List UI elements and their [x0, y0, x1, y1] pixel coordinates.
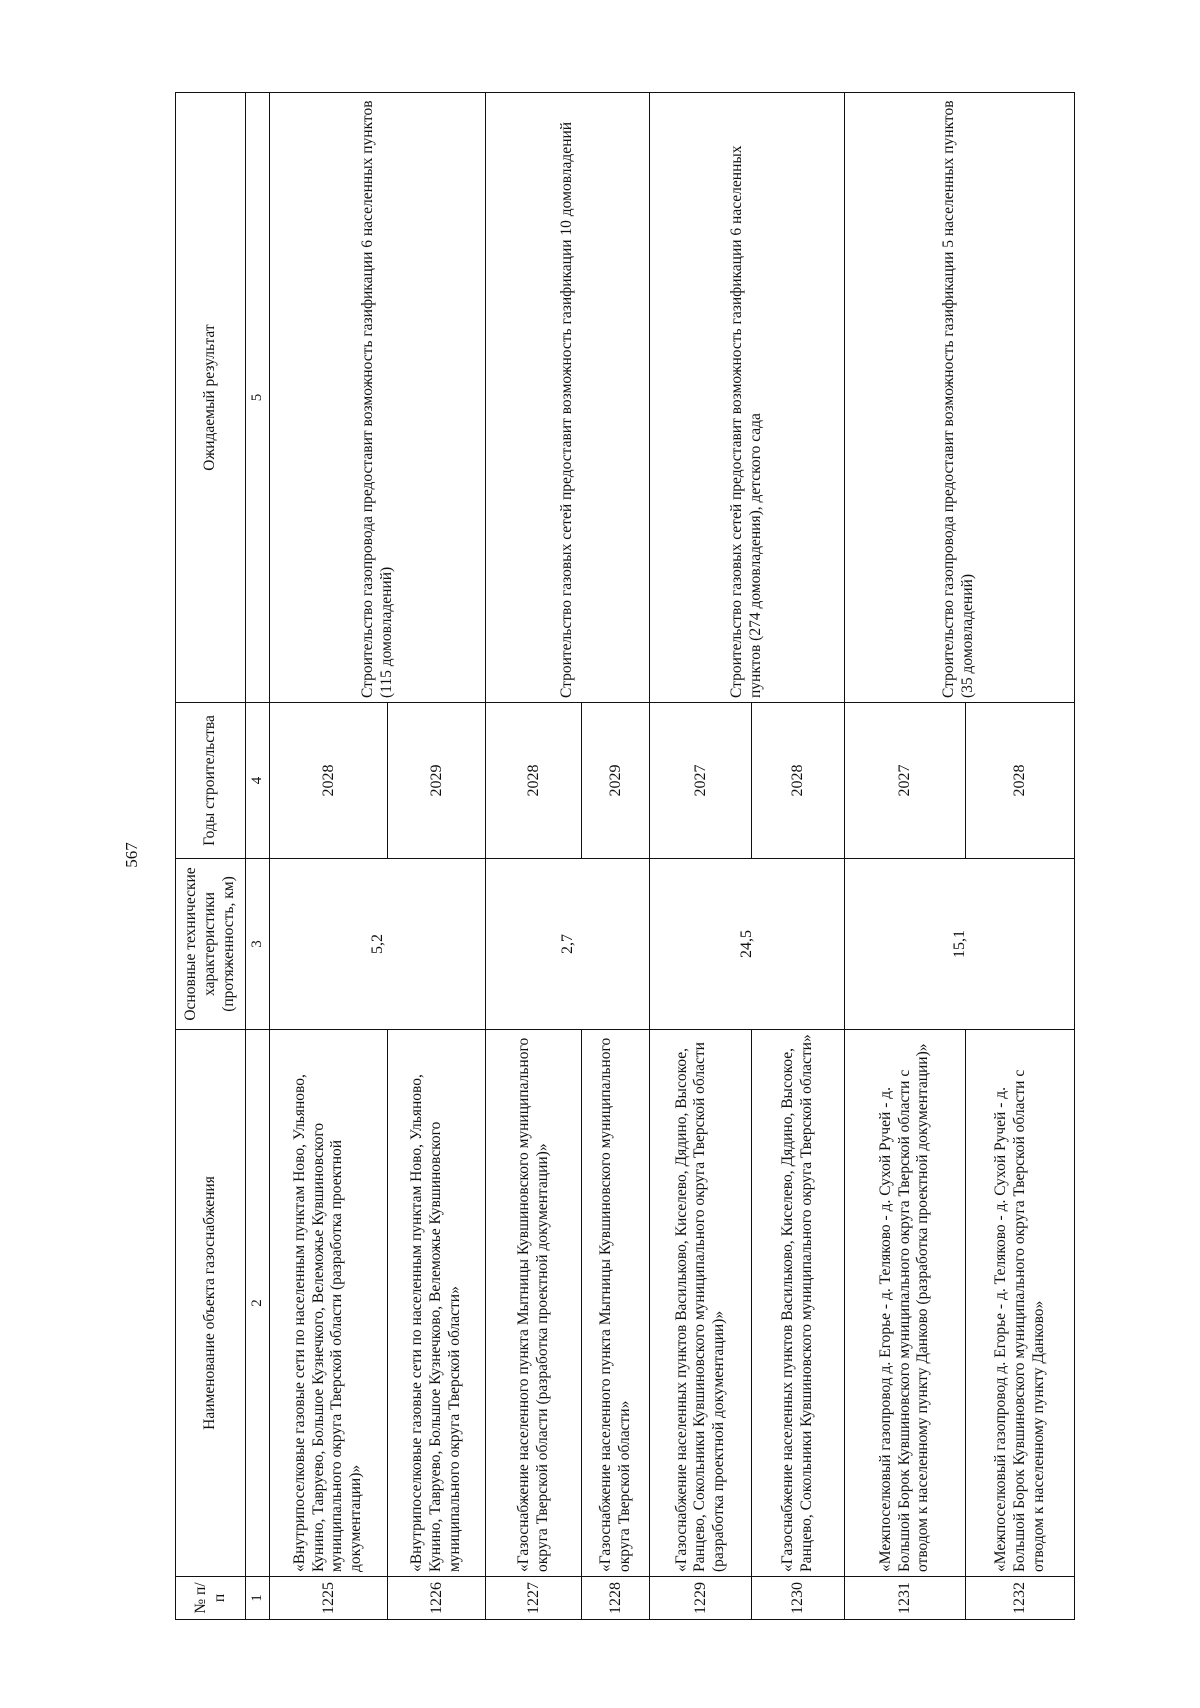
object-name: «Межпоселковый газопровод д. Егорье - д. Теляково - д. Сухой Ручей - д. Большой Борок Кувшиновского муниципального округа Тверской области с отводом к населенному пункту Данково (разработка проектной документации)» [844, 1030, 965, 1577]
expected-result: Строительство газовых сетей предоставит возможность газификации 10 домовладений [486, 93, 650, 703]
expected-result: Строительство газопровода предоставит возможность газификации 6 населенных пунктов (115 домовладений) [270, 93, 486, 703]
object-name: «Внутрипоселковые газовые сети по населенным пунктам Ново, Ульяново, Кунино, Тавруево, Большое Кузнечкого, Велеможье Кувшиновского муниципального округа Тверской области (разработка проектной документации)» [270, 1030, 388, 1577]
object-name: «Газоснабжение населенных пунктов Васильково, Киселево, Дядино, Высокое, Ранцево, Сокольники Кувшиновского муниципального округа Тверской области» [752, 1030, 845, 1577]
column-index: 1 [246, 1577, 270, 1620]
construction-year: 2028 [270, 703, 388, 859]
construction-year: 2028 [966, 703, 1075, 859]
column-index-row [246, 93, 270, 1620]
gas-supply-table [175, 92, 1075, 1620]
table-row [270, 93, 388, 1620]
table-row [650, 93, 752, 1620]
row-number: 1227 [486, 1577, 582, 1620]
length-value: 24,5 [650, 859, 844, 1030]
row-number: 1232 [966, 1577, 1075, 1620]
construction-year: 2028 [486, 703, 582, 859]
object-name: «Межпоселковый газопровод д. Егорье - д. Теляково - д. Сухой Ручей - д. Большой Борок Кувшиновского муниципального округа Тверской области с отводом к населенному пункту Данково» [966, 1030, 1075, 1577]
page-number: 567 [122, 842, 141, 868]
header-result: Ожидаемый результат [176, 93, 246, 703]
row-number: 1225 [270, 1577, 388, 1620]
header-row [176, 93, 246, 1620]
object-name: «Газоснабжение населенных пунктов Васильково, Киселево, Дядино, Высокое, Ранцево, Сокольники Кувшиновского муниципального округа Тверской области (разработка проектной документации)» [650, 1030, 752, 1577]
row-number: 1229 [650, 1577, 752, 1620]
expected-result: Строительство газовых сетей предоставит возможность газификации 6 населенных пунктов (274 домовладения), детского сада [650, 93, 844, 703]
header-num: № п/п [176, 1577, 246, 1620]
row-number: 1230 [752, 1577, 845, 1620]
object-name: «Газоснабжение населенного пункта Мытницы Кувшиновского муниципального округа Тверской области» [582, 1030, 650, 1577]
object-name: «Внутрипоселковые газовые сети по населенным пунктам Ново, Ульяново, Кунино, Тавруево, Большое Кузнечково, Велеможье Кувшиновского муниципального округа Тверской области» [387, 1030, 485, 1577]
length-value: 2,7 [486, 859, 650, 1030]
length-value: 5,2 [270, 859, 486, 1030]
header-length: Основные технические характеристики (протяженность, км) [176, 859, 246, 1030]
column-index: 5 [246, 93, 270, 703]
column-index: 4 [246, 703, 270, 859]
column-index: 2 [246, 1030, 270, 1577]
construction-year: 2027 [650, 703, 752, 859]
construction-year: 2029 [387, 703, 485, 859]
row-number: 1231 [844, 1577, 965, 1620]
construction-year: 2029 [582, 703, 650, 859]
row-number: 1228 [582, 1577, 650, 1620]
expected-result: Строительство газопровода предоставит возможность газификации 5 населенных пунктов (35 домовладений) [844, 93, 1074, 703]
header-years: Годы строительства [176, 703, 246, 859]
table-row [486, 93, 582, 1620]
header-name: Наименование объекта газоснабжения [176, 1030, 246, 1577]
table-row [844, 93, 965, 1620]
row-number: 1226 [387, 1577, 485, 1620]
column-index: 3 [246, 859, 270, 1030]
construction-year: 2027 [844, 703, 965, 859]
length-value: 15,1 [844, 859, 1074, 1030]
object-name: «Газоснабжение населенного пункта Мытницы Кувшиновского муниципального округа Тверской области (разработка проектной документации)» [486, 1030, 582, 1577]
construction-year: 2028 [752, 703, 845, 859]
rotated-table-container [175, 93, 1075, 1620]
